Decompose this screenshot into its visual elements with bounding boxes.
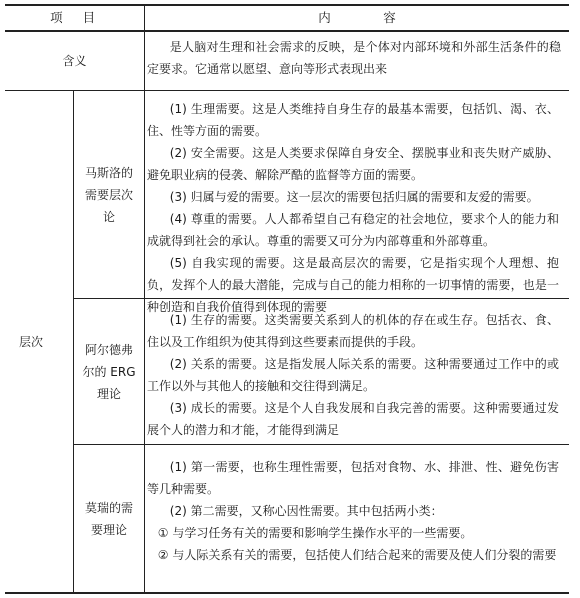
paragraph: (2) 第二需要，又称心因性需要。其中包括两小类： <box>169 504 443 518</box>
theory-name-cell-murray <box>74 445 144 592</box>
theory-name-cell-erg <box>74 299 144 444</box>
meaning-label-cell <box>5 31 144 90</box>
header-content-label: 内容 <box>318 9 449 25</box>
paragraph: (2) 关系的需要。这是指发展人际关系的需要。这种需要通过工作中的或工作以外与其他人的接触和交往得到满足。 <box>147 357 559 393</box>
meaning-content-cell <box>145 36 565 90</box>
paragraph: ① 与学习任务有关的需要和影响学生操作水平的一些需要。 <box>157 526 473 540</box>
header-content-cell <box>145 5 569 30</box>
theory-content-erg <box>145 309 565 443</box>
meaning-text: 是人脑对生理和社会需求的反映，是个体对内部环境和外部生活条件的稳定要求。它通常以愿望、意向等形式表现出来 <box>147 40 561 76</box>
hierarchy-label: 层次 <box>19 334 44 349</box>
table-bottom-border <box>5 592 569 594</box>
paragraph: (1) 生存的需要。这类需要关系到人的机体的存在或生存。包括衣、食、住以及工作组织为使其得到这些要素而提供的手段。 <box>147 313 559 349</box>
paragraph: (5) 自我实现的需要。这是最高层次的需要，它是指实现个人理想、抱负，发挥个人的最大潜能，完成与自己的能力相称的一切事情的需要，也是一种创造和自我价值得到体现的需要 <box>147 256 559 314</box>
paragraph: (3) 成长的需要。这是个人自我发展和自我完善的需要。这种需要通过发展个人的潜力和才能，才能得到满足 <box>147 401 559 437</box>
paragraph: (4) 尊重的需要。人人都希望自己有稳定的社会地位，要求个人的能力和成就得到社会的承认。尊重的需要又可分为内部尊重和外部尊重。 <box>147 212 559 248</box>
paragraph: (2) 安全需要。这是人类要求保障自身安全、摆脱事业和丧失财产威胁、避免职业病的侵袭、解除严酷的监督等方面的需要。 <box>147 146 559 182</box>
theory-divider-2 <box>73 444 569 445</box>
meaning-label: 含义 <box>62 53 87 68</box>
theory-name-maslow: 马斯洛的需要层次论 <box>84 165 133 224</box>
theory-content-murray <box>145 456 565 590</box>
paragraph: ② 与人际关系有关的需要，包括使人们结合起来的需要及使人们分裂的需要 <box>157 548 557 562</box>
theory-name-erg: 阿尔德弗尔的 ERG 理论 <box>82 342 136 401</box>
header-item-cell <box>5 5 144 30</box>
theory-content-maslow <box>145 98 565 314</box>
paragraph: (3) 归属与爱的需要。这一层次的需要包括归属的需要和友爱的需要。 <box>169 190 539 204</box>
paragraph: (1) 生理需要。这是人类维持自身生存的最基本需要，包括饥、渴、衣、住、性等方面的需要。 <box>147 102 559 138</box>
header-item-label: 项 目 <box>50 9 99 25</box>
theory-name-murray: 莫瑞的需要理论 <box>84 500 133 537</box>
theory-name-cell-maslow <box>74 91 144 298</box>
paragraph: (1) 第一需要，也称生理性需要，包括对食物、水、排泄、性、避免伤害等几种需要。 <box>147 460 559 496</box>
hierarchy-label-cell <box>5 91 73 592</box>
